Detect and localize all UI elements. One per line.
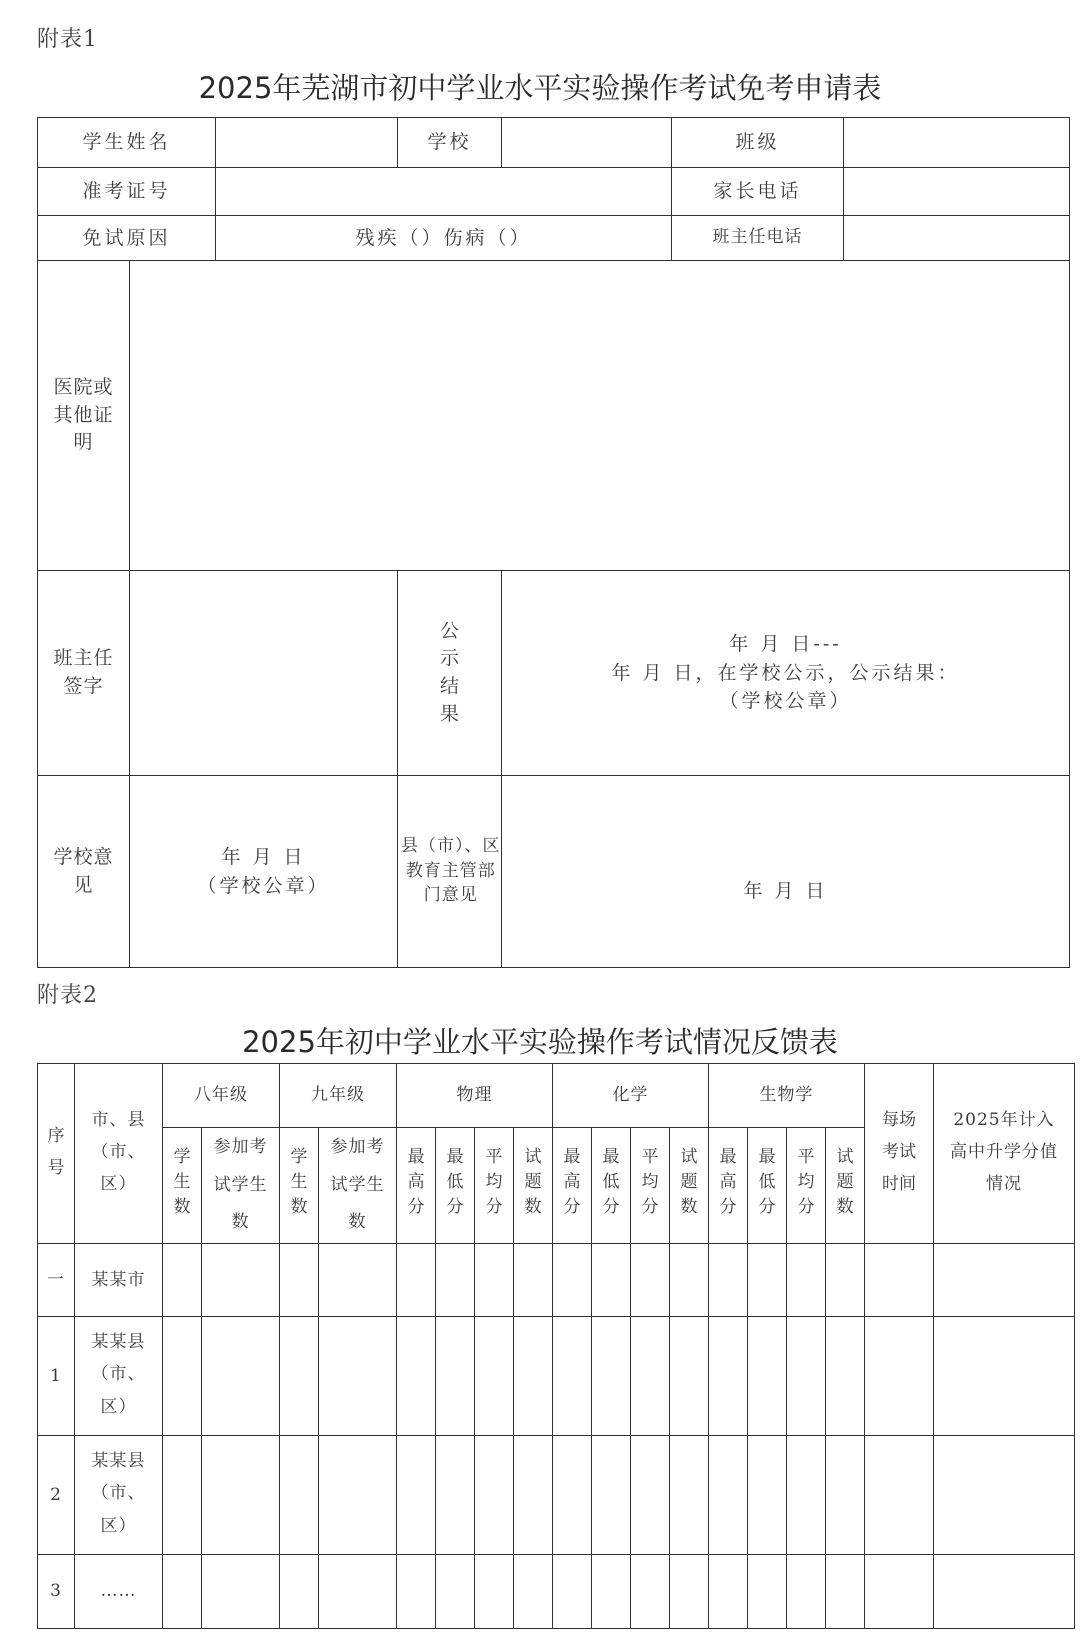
table-cell[interactable] (826, 1317, 865, 1436)
school-label: 学校 (398, 118, 502, 168)
publicity-notice-line: 年 月 日，在学校公示，公示结果： (611, 661, 960, 684)
table-cell[interactable] (865, 1317, 934, 1436)
exam-ticket-label: 准考证号 (38, 168, 216, 216)
header-biology-questions: 试题数 (826, 1128, 865, 1244)
table-cell[interactable] (163, 1436, 202, 1555)
table-cell[interactable] (709, 1436, 748, 1555)
table-cell[interactable] (865, 1436, 934, 1555)
table-cell[interactable] (865, 1244, 934, 1317)
student-name-label: 学生姓名 (38, 118, 216, 168)
header-grade9: 九年级 (280, 1064, 397, 1128)
table-cell[interactable] (436, 1317, 475, 1436)
header-grade9-exam-students: 参加考试学生数 (319, 1128, 397, 1244)
school-opinion-date: 年 月 日 (221, 846, 306, 868)
hospital-proof-label: 医院或其他证明 (38, 261, 130, 571)
class-field[interactable] (844, 118, 1070, 168)
table-cell[interactable] (592, 1555, 631, 1629)
exemption-reason-options[interactable]: 残疾（）伤病（） (216, 216, 672, 261)
header-physics-max: 最高分 (397, 1128, 436, 1244)
table-cell[interactable] (436, 1555, 475, 1629)
table-cell[interactable] (202, 1244, 280, 1317)
row-seq: 3 (38, 1555, 75, 1629)
row-region: …… (75, 1555, 163, 1629)
table-row (38, 1436, 1075, 1555)
table-cell[interactable] (514, 1555, 553, 1629)
header-exam-time: 每场考试时间 (865, 1064, 934, 1244)
table-cell[interactable] (397, 1244, 436, 1317)
table-cell[interactable] (280, 1317, 319, 1436)
table-row (38, 1555, 1075, 1629)
header-chemistry-min: 最低分 (592, 1128, 631, 1244)
parent-phone-label: 家长电话 (672, 168, 844, 216)
table-cell[interactable] (787, 1436, 826, 1555)
row-seq: 2 (38, 1436, 75, 1555)
table-cell[interactable] (670, 1555, 709, 1629)
header-physics-questions: 试题数 (514, 1128, 553, 1244)
table-cell[interactable] (748, 1555, 787, 1629)
table-row (38, 1244, 1075, 1317)
table-cell[interactable] (748, 1244, 787, 1317)
county-opinion-field[interactable] (502, 776, 1070, 968)
table-cell[interactable] (709, 1244, 748, 1317)
publicity-result-field[interactable] (502, 571, 1070, 776)
table-cell[interactable] (319, 1555, 397, 1629)
attachment1-label: 附表1 (37, 27, 98, 52)
table-cell[interactable] (436, 1436, 475, 1555)
table-cell[interactable] (553, 1244, 592, 1317)
table-cell[interactable] (280, 1244, 319, 1317)
table-cell[interactable] (934, 1555, 1075, 1629)
table-cell[interactable] (319, 1436, 397, 1555)
header-physics-min: 最低分 (436, 1128, 475, 1244)
table-cell[interactable] (202, 1317, 280, 1436)
table-cell[interactable] (553, 1555, 592, 1629)
table-cell[interactable] (592, 1244, 631, 1317)
table-cell[interactable] (397, 1436, 436, 1555)
table-cell[interactable] (670, 1317, 709, 1436)
table-cell[interactable] (397, 1555, 436, 1629)
attachment2-label: 附表2 (37, 983, 98, 1008)
table-cell[interactable] (748, 1436, 787, 1555)
table-cell[interactable] (514, 1317, 553, 1436)
table-cell[interactable] (670, 1244, 709, 1317)
header-biology-min: 最低分 (748, 1128, 787, 1244)
header-region: 市、县（市、区） (75, 1064, 163, 1244)
header-physics-avg: 平均分 (475, 1128, 514, 1244)
table-cell[interactable] (631, 1436, 670, 1555)
exemption-reason-label: 免试原因 (38, 216, 216, 261)
teacher-phone-label: 班主任电话 (672, 216, 844, 261)
table-cell[interactable] (748, 1317, 787, 1436)
attachment2-title: 2025年初中学业水平实验操作考试情况反馈表 (242, 1025, 838, 1059)
table-cell[interactable] (592, 1317, 631, 1436)
teacher-signature-label: 班主任签字 (38, 571, 130, 776)
teacher-phone-field[interactable] (844, 216, 1070, 261)
table-cell[interactable] (553, 1436, 592, 1555)
school-opinion-field[interactable] (130, 776, 398, 968)
header-seq: 序号 (38, 1064, 75, 1244)
table-cell[interactable] (709, 1555, 748, 1629)
table-cell[interactable] (475, 1244, 514, 1317)
school-opinion-seal: （学校公章） (197, 874, 330, 897)
row-seq: 一 (38, 1244, 75, 1317)
row-region: 某某县（市、区） (75, 1317, 163, 1436)
exam-ticket-field[interactable] (216, 168, 672, 216)
row-seq: 1 (38, 1317, 75, 1436)
table-cell[interactable] (787, 1244, 826, 1317)
table-row (38, 1317, 1075, 1436)
table-cell[interactable] (934, 1244, 1075, 1317)
hospital-proof-field[interactable] (130, 261, 1070, 571)
row-region: 某某市 (75, 1244, 163, 1317)
table-cell[interactable] (163, 1244, 202, 1317)
table-cell[interactable] (631, 1244, 670, 1317)
header-chemistry: 化学 (553, 1064, 709, 1128)
header-score-credit: 2025年计入高中升学分值情况 (934, 1064, 1075, 1244)
table-cell[interactable] (202, 1436, 280, 1555)
exam-feedback-table (37, 1063, 1075, 1629)
table-cell[interactable] (436, 1244, 475, 1317)
header-physics: 物理 (397, 1064, 553, 1128)
table-cell[interactable] (475, 1436, 514, 1555)
table-cell[interactable] (709, 1317, 748, 1436)
student-name-field[interactable] (216, 118, 398, 168)
table-cell[interactable] (319, 1244, 397, 1317)
header-chemistry-questions: 试题数 (670, 1128, 709, 1244)
teacher-signature-field[interactable] (130, 571, 398, 776)
exemption-application-table (37, 117, 1070, 968)
header-biology: 生物学 (709, 1064, 865, 1128)
header-grade9-students: 学生数 (280, 1128, 319, 1244)
attachment1-title: 2025年芜湖市初中学业水平实验操作考试免考申请表 (198, 71, 882, 105)
table-cell[interactable] (514, 1244, 553, 1317)
table-cell[interactable] (826, 1436, 865, 1555)
header-chemistry-max: 最高分 (553, 1128, 592, 1244)
header-grade8: 八年级 (163, 1064, 280, 1128)
table-cell[interactable] (280, 1436, 319, 1555)
header-grade8-exam-students: 参加考试学生数 (202, 1128, 280, 1244)
table-cell[interactable] (553, 1317, 592, 1436)
row-region: 某某县（市、区） (75, 1436, 163, 1555)
table-cell[interactable] (475, 1555, 514, 1629)
parent-phone-field[interactable] (844, 168, 1070, 216)
table-cell[interactable] (592, 1436, 631, 1555)
publicity-seal-line: （学校公章） (719, 690, 852, 713)
table-cell[interactable] (319, 1317, 397, 1436)
table-cell[interactable] (631, 1317, 670, 1436)
school-opinion-label: 学校意见 (38, 776, 130, 968)
table-cell[interactable] (934, 1436, 1075, 1555)
school-field[interactable] (502, 118, 672, 168)
header-biology-avg: 平均分 (787, 1128, 826, 1244)
table-cell[interactable] (163, 1317, 202, 1436)
table-cell[interactable] (163, 1555, 202, 1629)
table-cell[interactable] (670, 1436, 709, 1555)
table-cell[interactable] (787, 1317, 826, 1436)
table-cell[interactable] (865, 1555, 934, 1629)
table-cell[interactable] (826, 1555, 865, 1629)
table-cell[interactable] (787, 1555, 826, 1629)
table-cell[interactable] (514, 1436, 553, 1555)
header-grade8-students: 学生数 (163, 1128, 202, 1244)
table-cell[interactable] (934, 1317, 1075, 1436)
class-label: 班级 (672, 118, 844, 168)
table-cell[interactable] (202, 1555, 280, 1629)
header-chemistry-avg: 平均分 (631, 1128, 670, 1244)
header-biology-max: 最高分 (709, 1128, 748, 1244)
publicity-result-label: 公示结果 (398, 571, 502, 776)
publicity-date-line: 年 月 日--- (729, 633, 842, 656)
table-cell[interactable] (397, 1317, 436, 1436)
county-opinion-label: 县（市）、区教育主管部门意见 (398, 776, 502, 968)
table-cell[interactable] (280, 1555, 319, 1629)
table-cell[interactable] (631, 1555, 670, 1629)
table-cell[interactable] (475, 1317, 514, 1436)
county-opinion-date: 年 月 日 (743, 880, 828, 903)
table-cell[interactable] (826, 1244, 865, 1317)
